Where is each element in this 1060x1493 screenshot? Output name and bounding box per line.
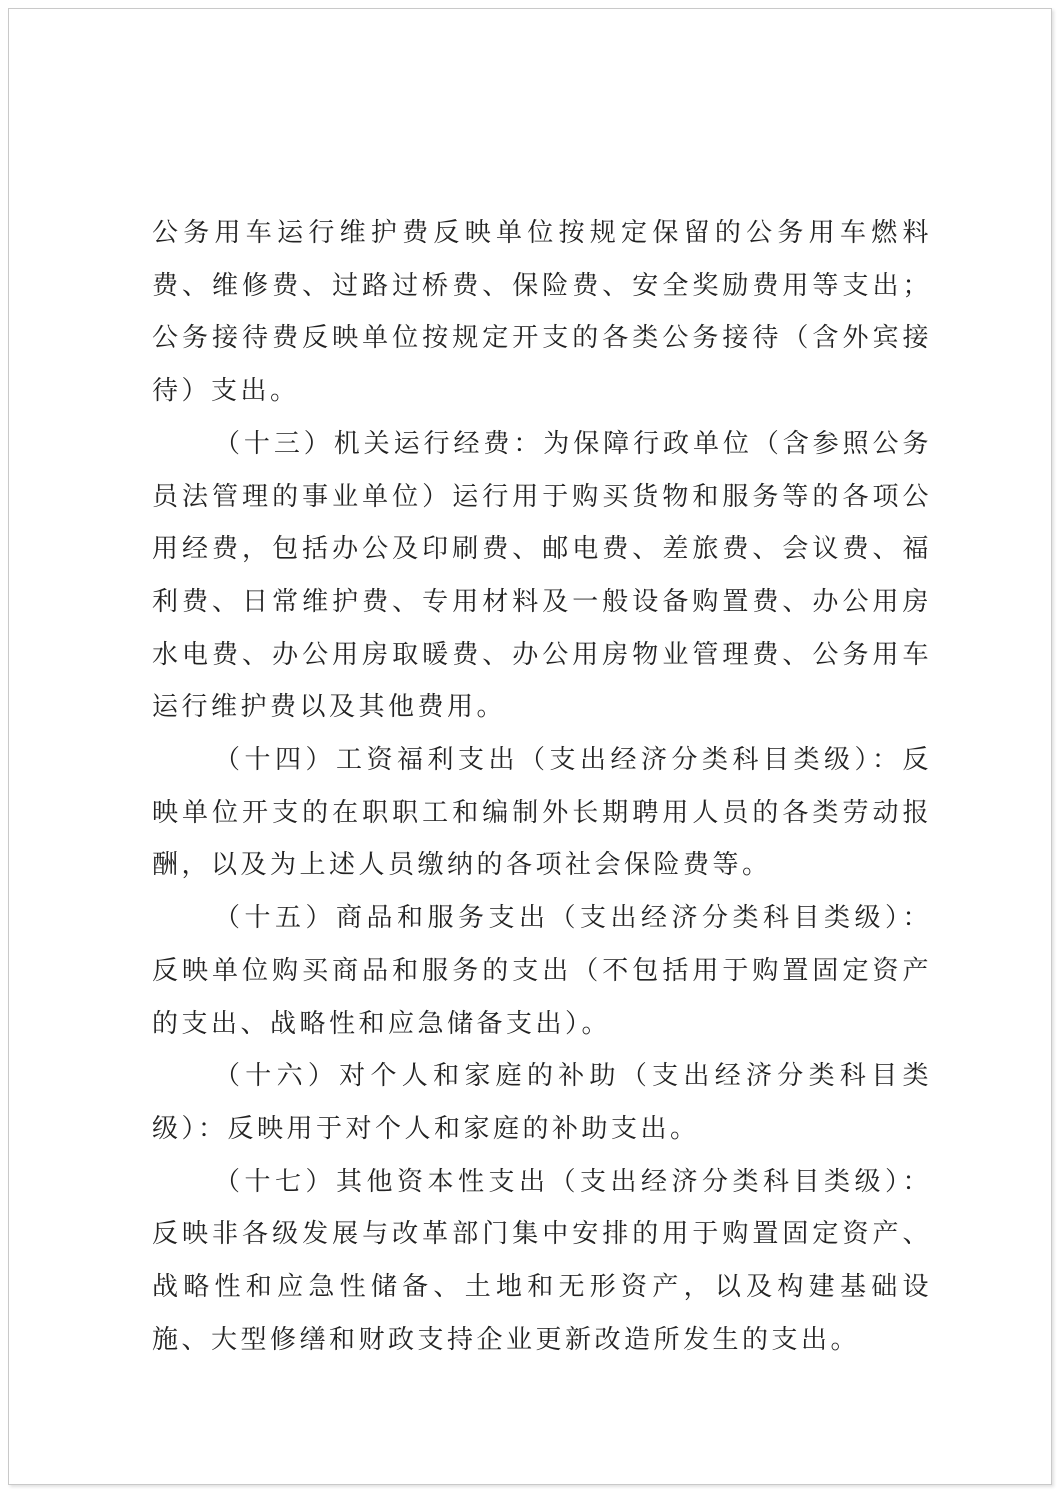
paragraph-15-goods-and-services: （十五）商品和服务支出（支出经济分类科目类级）：反映单位购买商品和服务的支出（不包括用于购置固定资产的支出、战略性和应急储备支出）。 [152,903,932,1039]
document-body [152,207,932,1366]
document-page [8,8,1052,1485]
paragraph-vehicle-and-reception-fees: 公务用车运行维护费反映单位按规定保留的公务用车燃料费、维修费、过路过桥费、保险费、安全奖励费用等支出；公务接待费反映单位按规定开支的各类公务接待（含外宾接待）支出。 [152,218,932,407]
paragraph-14-wages-and-benefits: （十四）工资福利支出（支出经济分类科目类级）：反映单位开支的在职职工和编制外长期聘用人员的各类劳动报酬，以及为上述人员缴纳的各项社会保险费等。 [152,745,932,881]
paragraph-17-other-capital-expenditure: （十七）其他资本性支出（支出经济分类科目类级）：反映非各级发展与改革部门集中安排的用于购置固定资产、战略性和应急性储备、土地和无形资产，以及构建基础设施、大型修缮和财政支持企业更新改造所发生的支出。 [152,1166,932,1355]
paragraph-13-agency-operating-funds: （十三）机关运行经费：为保障行政单位（含参照公务员法管理的事业单位）运行用于购买货物和服务等的各项公用经费，包括办公及印刷费、邮电费、差旅费、会议费、福利费、日常维护费、专用材料及一般设备购置费、办公用房水电费、办公用房取暖费、办公用房物业管理费、公务用车运行维护费以及其他费用。 [152,428,932,723]
paragraph-16-subsidies-to-individuals: （十六）对个人和家庭的补助（支出经济分类科目类级）：反映用于对个人和家庭的补助支出。 [152,1061,932,1144]
